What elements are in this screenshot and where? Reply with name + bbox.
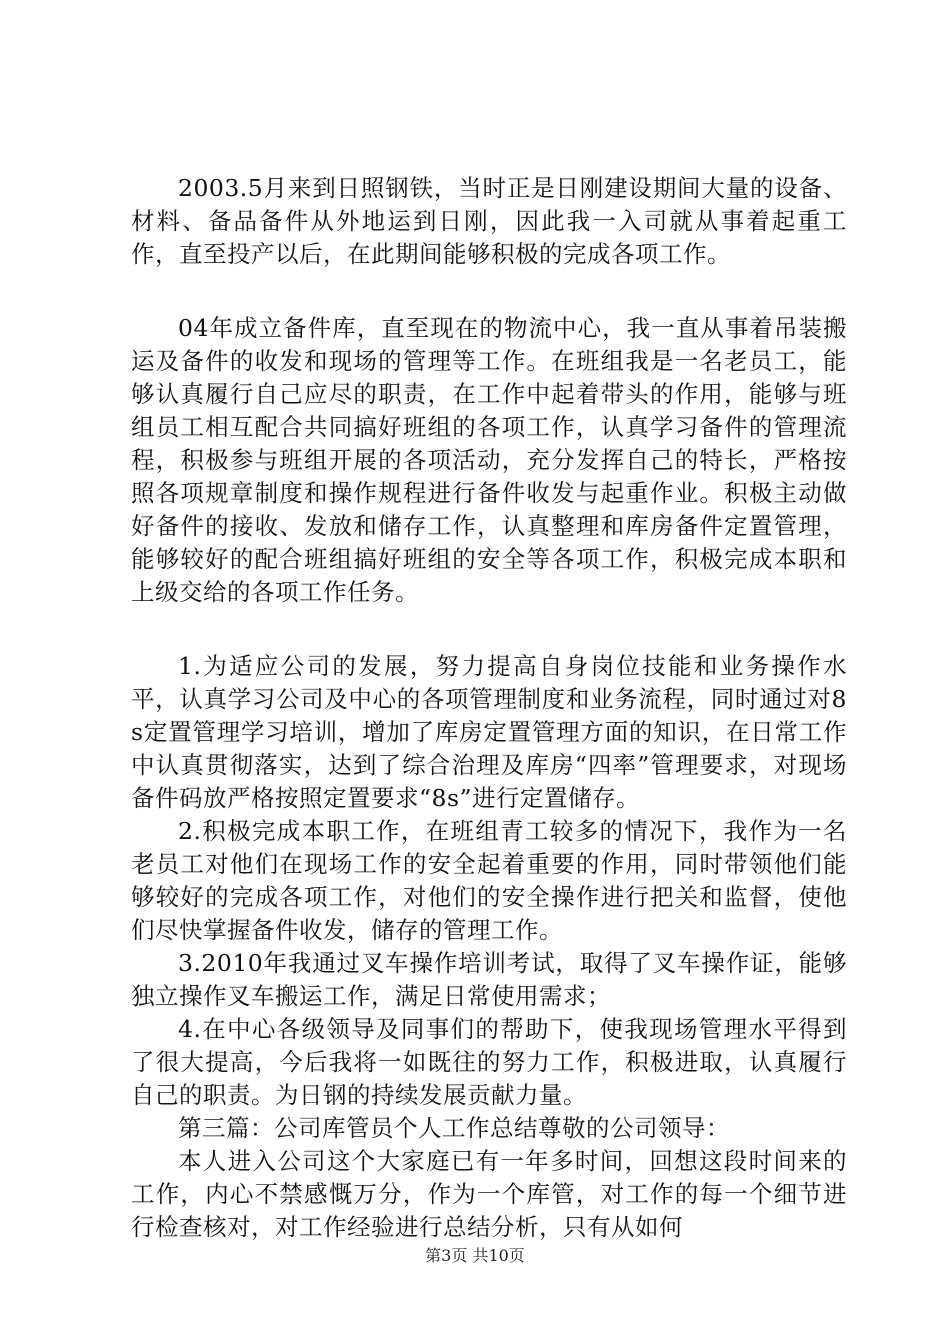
page-number-footer: 第3页 共10页 [425,1246,525,1265]
section-heading: 第三篇：公司库管员个人工作总结尊敬的公司领导： [178,1114,730,1142]
paragraph-gap [131,271,847,312]
document-body [131,172,847,1244]
paragraph-3: 1.为适应公司的发展，努力提高自身岗位技能和业务操作水平，认真学习公司及中心的各项管理制度和业务流程，同时通过对8s定置管理学习培训，增加了库房定置管理方面的知识，在日常工作中认真贯彻落实，达到了综合治理及库房“四率”管理要求，对现场备件码放严格按照定置要求“8s”进行定置储存。 [131,652,847,812]
paragraph-6: 4.在中心各级领导及同事们的帮助下，使我现场管理水平得到了很大提高，今后我将一如既往的努力工作，积极进取，认真履行自己的职责。为日钢的持续发展贡献力量。 [131,1015,847,1109]
paragraph-gap [131,609,847,650]
paragraph-1: 2003.5月来到日照钢铁，当时正是日刚建设期间大量的设备、材料、备品备件从外地运到日刚，因此我一入司就从事着起重工作，直至投产以后，在此期间能够积极的完成各项工作。 [131,174,847,268]
paragraph-8: 本人进入公司这个大家庭已有一年多时间，回想这段时间来的工作，内心不禁感慨万分，作为一个库管，对工作的每一个细节进行检查核对，对工作经验进行总结分析，只有从如何 [131,1147,847,1241]
paragraph-2: 04年成立备件库，直至现在的物流中心，我一直从事着吊装搬运及备件的收发和现场的管理等工作。在班组我是一名老员工，能够认真履行自己应尽的职责，在工作中起着带头的作用，能够与班组员工相互配合共同搞好班组的各项工作，认真学习备件的管理流程，积极参与班组开展的各项活动，充分发挥自己的特长，严格按照各项规章制度和操作规程进行备件收发与起重作业。积极主动做好备件的接收、发放和储存工作，认真整理和库房备件定置管理，能够较好的配合班组搞好班组的安全等各项工作，积极完成本职和上级交给的各项工作任务。 [131,314,847,606]
paragraph-4: 2.积极完成本职工作，在班组青工较多的情况下，我作为一名老员工对他们在现场工作的安全起着重要的作用，同时带领他们能够较好的完成各项工作，对他们的安全操作进行把关和监督，使他们尽快掌握备件收发，储存的管理工作。 [131,817,847,944]
paragraph-5: 3.2010年我通过叉车操作培训考试，取得了叉车操作证，能够独立操作叉车搬运工作，满足日常使用需求； [131,949,847,1010]
